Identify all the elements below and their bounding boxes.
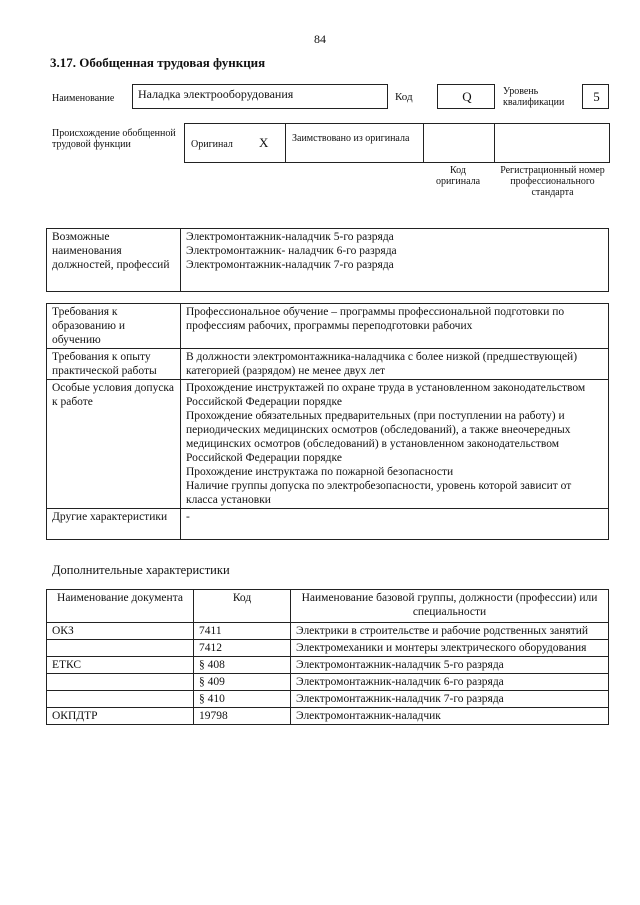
- condition-item: Прохождение обязательных предварительных (при поступлении на работу) и периодических медицинских осмотров (обследований), а также внеочередных медицинских осмотров (обследований) в установленном законодательством Российской Федерации порядке: [186, 410, 571, 464]
- additional-title: Дополнительные характеристики: [52, 563, 230, 577]
- code-label: Код: [395, 91, 413, 103]
- borrowed-label: Заимствовано из оригинала: [292, 133, 410, 144]
- row-name: Электромонтажник-наладчик 7-го разряда: [291, 691, 609, 708]
- table-row: [47, 657, 609, 674]
- other-value: -: [181, 509, 609, 540]
- table-row: [47, 623, 609, 640]
- code-original-label: Код оригинала: [435, 165, 481, 187]
- row-code: 7412: [194, 640, 291, 657]
- requirements-table: [46, 303, 609, 540]
- col-doc-header: Наименование документа: [47, 590, 194, 623]
- table-row: [47, 674, 609, 691]
- reg-number-label: Регистрационный номер профессионального стандарта: [500, 165, 605, 198]
- origin-label: Происхождение обобщенной трудовой функции: [52, 128, 176, 150]
- level-value-box: [582, 84, 609, 109]
- code-value-box: [437, 84, 495, 109]
- condition-item: Прохождение инструктажей по охране труда в установленном законодательством Российской Федерации порядке: [186, 382, 586, 408]
- condition-item: Прохождение инструктажа по пожарной безопасности: [186, 466, 454, 478]
- row-doc: [47, 640, 194, 657]
- original-mark: X: [259, 135, 269, 150]
- education-label: Требования к образованию и обучению: [47, 304, 181, 349]
- positions-values: [181, 229, 609, 292]
- table-row: [47, 691, 609, 708]
- original-label: Оригинал: [191, 139, 233, 150]
- position-item: Электромонтажник- наладчик 6-го разряда: [186, 245, 397, 257]
- col-code-header: Код: [194, 590, 291, 623]
- row-name: Электромонтажник-наладчик: [291, 708, 609, 725]
- row-code: 7411: [194, 623, 291, 640]
- additional-table: [46, 589, 609, 725]
- row-name: Электромонтажник-наладчик 5-го разряда: [291, 657, 609, 674]
- positions-label: Возможные наименования должностей, профессий: [47, 229, 181, 292]
- name-value-box: [132, 84, 388, 109]
- row-doc: ОКПДТР: [47, 708, 194, 725]
- row-code: 19798: [194, 708, 291, 725]
- row-doc: ЕТКС: [47, 657, 194, 674]
- row-name: Электрики в строительстве и рабочие родственных занятий: [291, 623, 609, 640]
- level-label: Уровень квалификации: [503, 86, 565, 108]
- positions-table: [46, 228, 609, 292]
- code-value: Q: [462, 89, 472, 104]
- row-code: § 409: [194, 674, 291, 691]
- other-label: Другие характеристики: [47, 509, 181, 540]
- position-item: Электромонтажник-наладчик 5-го разряда: [186, 231, 394, 243]
- row-doc: ОКЗ: [47, 623, 194, 640]
- col-name-header: Наименование базовой группы, должности (профессии) или специальности: [291, 590, 609, 623]
- special-conditions-values: [181, 380, 609, 509]
- education-value: Профессиональное обучение – программы профессиональной подготовки по профессиям рабочих, программы переподготовки рабочих: [181, 304, 609, 349]
- position-item: Электромонтажник-наладчик 7-го разряда: [186, 259, 394, 271]
- page-number: 84: [314, 32, 326, 46]
- row-doc: [47, 674, 194, 691]
- experience-value: В должности электромонтажника-наладчика с более низкой (предшествующей) категорией (разрядом) не менее двух лет: [181, 349, 609, 380]
- row-code: § 408: [194, 657, 291, 674]
- row-doc: [47, 691, 194, 708]
- condition-item: Наличие группы допуска по электробезопасности, уровень которой зависит от класса установки: [186, 480, 572, 506]
- row-name: Электромеханики и монтеры электрического оборудования: [291, 640, 609, 657]
- table-row: [47, 640, 609, 657]
- name-value: Наладка электрооборудования: [138, 87, 294, 101]
- level-value: 5: [593, 89, 600, 104]
- name-label: Наименование: [52, 93, 115, 104]
- section-title: 3.17. Обобщенная трудовая функция: [50, 55, 266, 70]
- row-name: Электромонтажник-наладчик 6-го разряда: [291, 674, 609, 691]
- table-row: [47, 708, 609, 725]
- experience-label: Требования к опыту практической работы: [47, 349, 181, 380]
- special-conditions-label: Особые условия допуска к работе: [47, 380, 181, 509]
- row-code: § 410: [194, 691, 291, 708]
